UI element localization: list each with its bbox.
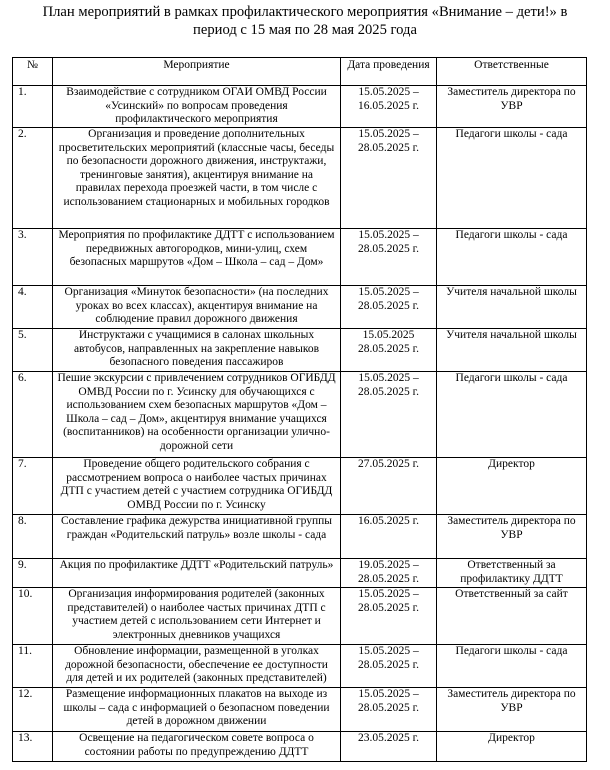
- row-responsible: Учителя начальной школы: [437, 329, 587, 372]
- row-number: 1.: [13, 86, 53, 128]
- row-date: 15.05.2025 28.05.2025 г.: [341, 329, 437, 372]
- row-responsible: Педагоги школы - сада: [437, 128, 587, 229]
- row-event: Организация и проведение дополнительных просветительских мероприятий (классные часы, беседы по безопасности дорожного движения, инструктажи, тренинговые занятия), акцентируя внимание на правилах перехода проезжей части, в том числе с использованием стационарных и мобильных городков: [53, 128, 341, 229]
- row-event: Пешие экскурсии с привлечением сотрудников ОГИБДД ОМВД России по г. Усинску для обучающихся с использованием схем безопасных маршрутов «Дом – Школа – сад – Дом», акцентируя внимание учащихся (воспитанников) на особенности организации улично-дорожной сети: [53, 372, 341, 458]
- table-row: [13, 128, 587, 229]
- row-event: Акция по профилактике ДДТТ «Родительский патруль»: [53, 559, 341, 588]
- row-date: 15.05.2025 – 28.05.2025 г.: [341, 688, 437, 732]
- row-date: 15.05.2025 – 28.05.2025 г.: [341, 645, 437, 688]
- row-number: 8.: [13, 515, 53, 559]
- row-number: 11.: [13, 645, 53, 688]
- header-event: Мероприятие: [53, 58, 341, 86]
- row-date: 15.05.2025 – 28.05.2025 г.: [341, 229, 437, 286]
- row-event: Освещение на педагогическом совете вопроса о состоянии работы по предупреждению ДДТТ: [53, 732, 341, 762]
- table-row: [13, 329, 587, 372]
- row-date: 15.05.2025 – 28.05.2025 г.: [341, 128, 437, 229]
- row-responsible: Директор: [437, 732, 587, 762]
- table-row: [13, 732, 587, 762]
- row-responsible: Педагоги школы - сада: [437, 372, 587, 458]
- row-number: 10.: [13, 588, 53, 645]
- table-row: [13, 515, 587, 559]
- row-date: 15.05.2025 – 28.05.2025 г.: [341, 372, 437, 458]
- table-row: [13, 372, 587, 458]
- row-responsible: Ответственный за профилактику ДДТТ: [437, 559, 587, 588]
- document-title-line-2: период с 15 мая по 28 мая 2025 года: [193, 22, 417, 38]
- row-responsible: Ответственный за сайт: [437, 588, 587, 645]
- row-date: 15.05.2025 – 16.05.2025 г.: [341, 86, 437, 128]
- row-date: 15.05.2025 – 28.05.2025 г.: [341, 286, 437, 329]
- table-row: [13, 645, 587, 688]
- row-number: 9.: [13, 559, 53, 588]
- row-number: 12.: [13, 688, 53, 732]
- table-row: [13, 86, 587, 128]
- row-responsible: Педагоги школы - сада: [437, 229, 587, 286]
- document-title: [10, 3, 600, 39]
- row-number: 6.: [13, 372, 53, 458]
- table-row: [13, 458, 587, 515]
- row-number: 4.: [13, 286, 53, 329]
- row-responsible: Директор: [437, 458, 587, 515]
- row-number: 2.: [13, 128, 53, 229]
- row-event: Обновление информации, размещенной в уголках дорожной безопасности, обеспечение ее доступности для детей и их родителей (законных представителей): [53, 645, 341, 688]
- row-number: 13.: [13, 732, 53, 762]
- header-date: Дата проведения: [341, 58, 437, 86]
- row-number: 7.: [13, 458, 53, 515]
- row-number: 3.: [13, 229, 53, 286]
- row-number: 5.: [13, 329, 53, 372]
- row-date: 16.05.2025 г.: [341, 515, 437, 559]
- document-title-line-1: План мероприятий в рамках профилактического мероприятия «Внимание – дети!» в: [42, 4, 568, 20]
- row-date: 23.05.2025 г.: [341, 732, 437, 762]
- row-responsible: Заместитель директора по УВР: [437, 515, 587, 559]
- row-event: Взаимодействие с сотрудником ОГАИ ОМВД России «Усинский» по вопросам проведения профилактического мероприятия: [53, 86, 341, 128]
- row-event: Инструктажи с учащимися в салонах школьных автобусов, направленных на закрепление навыков безопасного поведения пассажиров: [53, 329, 341, 372]
- table-row: [13, 286, 587, 329]
- table-row: [13, 588, 587, 645]
- table-row: [13, 229, 587, 286]
- row-date: 27.05.2025 г.: [341, 458, 437, 515]
- row-event: Мероприятия по профилактике ДДТТ с использованием передвижных автогородков, мини-улиц, схем безопасных маршрутов «Дом – Школа – сад – Дом»: [53, 229, 341, 286]
- row-date: 15.05.2025 – 28.05.2025 г.: [341, 588, 437, 645]
- row-date: 19.05.2025 – 28.05.2025 г.: [341, 559, 437, 588]
- table-header-row: [13, 58, 587, 86]
- row-responsible: Педагоги школы - сада: [437, 645, 587, 688]
- row-responsible: Заместитель директора по УВР: [437, 688, 587, 732]
- row-responsible: Заместитель директора по УВР: [437, 86, 587, 128]
- row-event: Размещение информационных плакатов на выходе из школы – сада с информацией о безопасном поведении детей в дорожном движении: [53, 688, 341, 732]
- row-event: Составление графика дежурства инициативной группы граждан «Родительский патруль» возле школы - сада: [53, 515, 341, 559]
- table-row: [13, 559, 587, 588]
- table-row: [13, 688, 587, 732]
- row-responsible: Учителя начальной школы: [437, 286, 587, 329]
- row-event: Проведение общего родительского собрания с рассмотрением вопроса о наиболее частых причинах ДТП с участием детей с участием сотрудника ОГИБДД ОМВД России по г. Усинску: [53, 458, 341, 515]
- event-plan-table: [12, 57, 587, 762]
- header-responsible: Ответственные: [437, 58, 587, 86]
- row-event: Организация «Минуток безопасности» (на последних уроках во всех классах), акцентируя внимание на соблюдение правил дорожного движения: [53, 286, 341, 329]
- row-event: Организация информирования родителей (законных представителей) о наиболее частых причинах ДТП с участием детей с использованием сети Интернет и электронных дневников учащихся: [53, 588, 341, 645]
- header-number: №: [13, 58, 53, 86]
